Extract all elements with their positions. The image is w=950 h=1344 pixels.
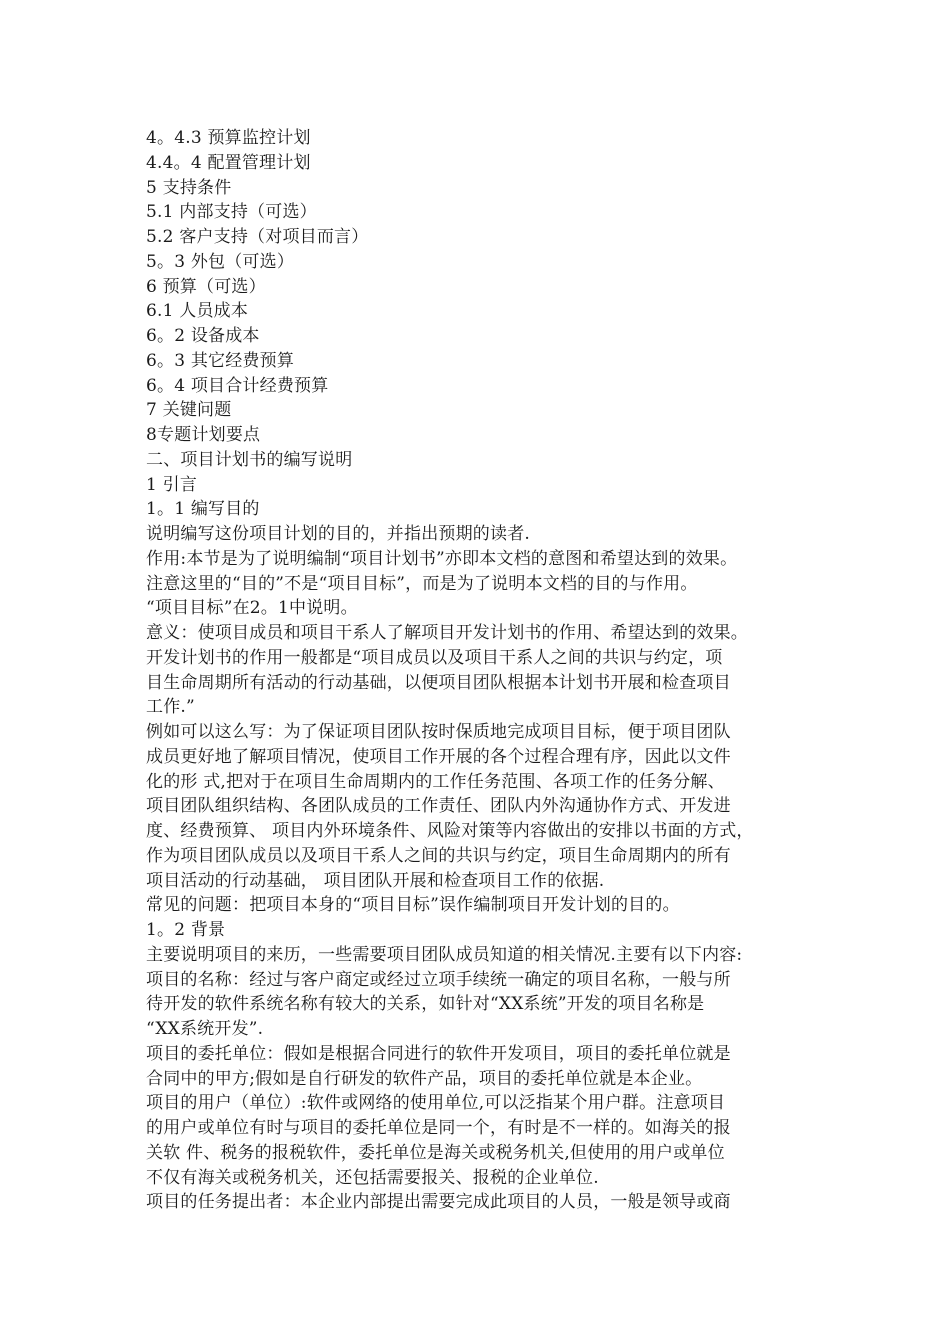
paragraph-line: 项目的委托单位：假如是根据合同进行的软件开发项目，项目的委托单位就是 [146, 1043, 731, 1064]
paragraph-line: 作为项目团队成员以及项目干系人之间的共识与约定，项目生命周期内的所有 [146, 845, 731, 866]
section-heading-1: 1 引言 [146, 474, 198, 495]
section-heading-5-1: 5.1 内部支持（可选） [146, 202, 317, 223]
paragraph-line: 项目的用户（单位）:软件或网络的使用单位,可以泛指某个用户群。注意项目 [146, 1093, 726, 1114]
paragraph-line: 成员更好地了解项目情况，使项目工作开展的各个过程合理有序，因此以文件 [146, 746, 731, 767]
paragraph-line: “XX系统开发”. [146, 1019, 264, 1039]
section-heading-6-1: 6.1 人员成本 [146, 301, 249, 322]
paragraph-line: 意义：使项目成员和项目干系人了解项目开发计划书的作用、希望达到的效果。 [146, 623, 748, 643]
section-heading-5: 5 支持条件 [146, 177, 232, 198]
paragraph-line: 项目的名称：经过与客户商定或经过立项手续统一确定的项目名称，一般与所 [146, 969, 731, 990]
document-body [146, 126, 836, 1215]
section-heading-7: 7 关键问题 [146, 400, 232, 421]
paragraph-line: 工作.” [146, 697, 195, 718]
paragraph-line: 化的形 式,把对于在项目生命周期内的工作任务范围、各项工作的任务分解、 [146, 771, 725, 792]
section-heading-5-2: 5.2 客户支持（对项目而言） [146, 227, 369, 247]
paragraph-line: 例如可以这么写：为了保证项目团队按时保质地完成项目目标，便于项目团队 [146, 722, 731, 742]
paragraph-line: 合同中的甲方;假如是自行研发的软件产品，项目的委托单位就是本企业。 [146, 1068, 703, 1089]
section-heading-4-4-4: 4.4。4 配置管理计划 [146, 152, 311, 173]
section-heading-6-3: 6。3 其它经费预算 [146, 350, 295, 371]
paragraph-line: 度、经费预算、 项目内外环境条件、风险对策等内容做出的安排以书面的方式， [146, 821, 754, 841]
paragraph-line: 作用:本节是为了说明编制“项目计划书”亦即本文档的意图和希望达到的效果。 [146, 548, 738, 569]
paragraph-line: 项目团队组织结构、各团队成员的工作责任、团队内外沟通协作方式、开发进 [146, 796, 731, 817]
section-heading-6-2: 6。2 设备成本 [146, 326, 260, 346]
paragraph-line: 主要说明项目的来历，一些需要项目团队成员知道的相关情况.主要有以下内容: [146, 944, 743, 965]
section-heading-1-1: 1。1 编写目的 [146, 499, 260, 520]
paragraph-line: 开发计划书的作用一般都是“项目成员以及项目干系人之间的共识与约定，项 [146, 647, 723, 668]
section-heading-8: 8专题计划要点 [146, 425, 261, 445]
part-heading-2: 二、项目计划书的编写说明 [146, 449, 353, 470]
section-heading-4-4-3: 4。4.3 预算监控计划 [146, 128, 311, 148]
paragraph-line: 关软 件、税务的报税软件，委托单位是海关或税务机关,但使用的用户或单位 [146, 1142, 725, 1163]
section-heading-6: 6 预算（可选） [146, 276, 266, 297]
paragraph-line: 常见的问题：把项目本身的“项目目标”误作编制项目开发计划的目的。 [146, 895, 680, 916]
section-heading-1-2: 1。2 背景 [146, 920, 226, 940]
paragraph-line: 的用户或单位有时与项目的委托单位是同一个，有时是不一样的。如海关的报 [146, 1118, 731, 1138]
paragraph-line: 项目的任务提出者：本企业内部提出需要完成此项目的人员，一般是领导或商 [146, 1192, 731, 1213]
section-heading-6-4: 6。4 项目合计经费预算 [146, 375, 329, 396]
paragraph-line: 说明编写这份项目计划的目的，并指出预期的读者. [146, 524, 531, 544]
paragraph-line: 目生命周期所有活动的行动基础，以便项目团队根据本计划书开展和检查项目 [146, 672, 731, 693]
paragraph-line: “项目目标”在2。1中说明。 [146, 598, 358, 619]
paragraph-line: 不仅有海关或税务机关，还包括需要报关、报税的企业单位. [146, 1167, 599, 1188]
paragraph-line: 项目活动的行动基础， 项目团队开展和检查项目工作的依据. [146, 870, 605, 891]
paragraph-line: 注意这里的“目的”不是“项目目标”，而是为了说明本文档的目的与作用。 [146, 573, 698, 594]
paragraph-line: 待开发的软件系统名称有较大的关系，如针对“XX系统”开发的项目名称是 [146, 994, 705, 1015]
section-heading-5-3: 5。3 外包（可选） [146, 251, 295, 272]
